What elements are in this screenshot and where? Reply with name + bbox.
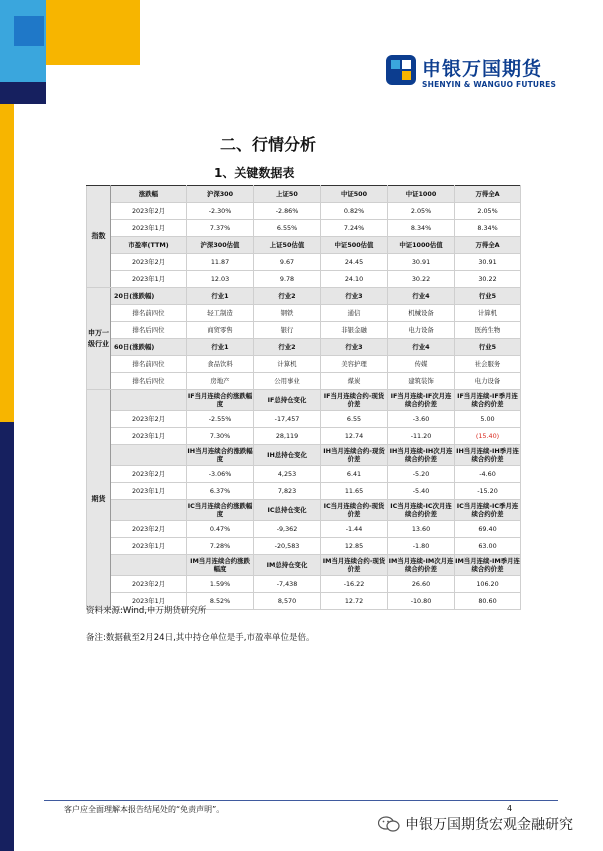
value-cell: 9.78 xyxy=(254,271,321,288)
footer-rule xyxy=(44,800,558,801)
header-row xyxy=(87,500,521,521)
wechat-icon xyxy=(378,816,400,832)
value-cell: IF总持仓变化 xyxy=(254,390,321,411)
table-row xyxy=(87,254,521,271)
value-cell: 8,570 xyxy=(254,593,321,610)
table-row xyxy=(87,356,521,373)
table-row xyxy=(87,373,521,390)
decor-navy-strip xyxy=(0,422,14,851)
value-cell: 13.60 xyxy=(388,521,455,538)
value-cell: 中证1000估值 xyxy=(388,237,455,254)
table-row xyxy=(87,521,521,538)
value-cell: 行业5 xyxy=(455,339,521,356)
row-label-cell: 2023年2月 xyxy=(111,466,187,483)
value-cell: IM当月连续合约-现货价差 xyxy=(321,555,388,576)
row-label-cell: 2023年2月 xyxy=(111,254,187,271)
row-label-cell: 2023年1月 xyxy=(111,483,187,500)
table-row xyxy=(87,576,521,593)
value-cell: -9,362 xyxy=(254,521,321,538)
logo-mark-icon xyxy=(386,55,416,85)
decor-navy-top xyxy=(0,82,46,104)
value-cell: IF当月连续合约-现货价差 xyxy=(321,390,388,411)
value-cell: 社会服务 xyxy=(455,356,521,373)
value-cell: 行业3 xyxy=(321,288,388,305)
row-label-cell: 2023年2月 xyxy=(111,411,187,428)
value-cell: 煤炭 xyxy=(321,373,388,390)
value-cell: 上证50 xyxy=(254,186,321,203)
value-cell: 建筑装饰 xyxy=(388,373,455,390)
section-label: 指数 xyxy=(87,186,111,288)
value-cell: 9.67 xyxy=(254,254,321,271)
header-row xyxy=(87,237,521,254)
value-cell: 7.37% xyxy=(187,220,254,237)
value-cell: 8.34% xyxy=(455,220,521,237)
value-cell: 银行 xyxy=(254,322,321,339)
value-cell: -7,438 xyxy=(254,576,321,593)
value-cell: 行业2 xyxy=(254,288,321,305)
value-cell: 非银金融 xyxy=(321,322,388,339)
value-cell: -10.80 xyxy=(388,593,455,610)
value-cell: 7.24% xyxy=(321,220,388,237)
value-cell: -11.20 xyxy=(388,428,455,445)
value-cell: 电力设备 xyxy=(455,373,521,390)
table-row xyxy=(87,428,521,445)
table-heading: 1、关键数据表 xyxy=(214,166,295,180)
row-label-cell: 2023年1月 xyxy=(111,538,187,555)
value-cell: (15.40) xyxy=(455,428,521,445)
header-row xyxy=(87,288,521,305)
value-cell: 6.37% xyxy=(187,483,254,500)
value-cell: IH当月连续合约涨跌幅度 xyxy=(187,445,254,466)
value-cell: -20,583 xyxy=(254,538,321,555)
value-cell: 机械设备 xyxy=(388,305,455,322)
row-label-cell xyxy=(111,500,187,521)
key-data-table xyxy=(86,185,521,610)
value-cell: 6.55 xyxy=(321,411,388,428)
value-cell: 中证500估值 xyxy=(321,237,388,254)
value-cell: IC当月连续合约-现货价差 xyxy=(321,500,388,521)
value-cell: IC当月连续-IC季月连续合约价差 xyxy=(455,500,521,521)
value-cell: 行业3 xyxy=(321,339,388,356)
value-cell: IM当月连续合约涨跌幅度 xyxy=(187,555,254,576)
table-row xyxy=(87,466,521,483)
row-label-cell: 2023年2月 xyxy=(111,203,187,220)
value-cell: -3.06% xyxy=(187,466,254,483)
value-cell: 26.60 xyxy=(388,576,455,593)
brand-logo xyxy=(386,52,566,92)
value-cell: 上证50估值 xyxy=(254,237,321,254)
value-cell: 万得全A xyxy=(455,237,521,254)
value-cell: IF当月连续-IF次月连续合约价差 xyxy=(388,390,455,411)
value-cell: 行业1 xyxy=(187,339,254,356)
table-row xyxy=(87,322,521,339)
value-cell: -2.86% xyxy=(254,203,321,220)
value-cell: 万得全A xyxy=(455,186,521,203)
row-label-cell: 60日(涨跌幅) xyxy=(111,339,187,356)
value-cell: 行业4 xyxy=(388,288,455,305)
row-label-cell: 2023年1月 xyxy=(111,220,187,237)
value-cell: 80.60 xyxy=(455,593,521,610)
table-row xyxy=(87,538,521,555)
value-cell: -5.40 xyxy=(388,483,455,500)
value-cell: IH当月连续合约-现货价差 xyxy=(321,445,388,466)
value-cell: 63.00 xyxy=(455,538,521,555)
value-cell: IF当月连续合约涨跌幅度 xyxy=(187,390,254,411)
value-cell: 5.00 xyxy=(455,411,521,428)
value-cell: IH当月连续-IH次月连续合约价差 xyxy=(388,445,455,466)
value-cell: -1.44 xyxy=(321,521,388,538)
value-cell: 中证1000 xyxy=(388,186,455,203)
value-cell: 食品饮料 xyxy=(187,356,254,373)
value-cell: 医药生物 xyxy=(455,322,521,339)
value-cell: 行业5 xyxy=(455,288,521,305)
decor-blue-square xyxy=(14,16,44,46)
row-label-cell: 2023年1月 xyxy=(111,428,187,445)
value-cell: 轻工制造 xyxy=(187,305,254,322)
value-cell: 钢铁 xyxy=(254,305,321,322)
value-cell: 2.05% xyxy=(455,203,521,220)
table-row xyxy=(87,411,521,428)
value-cell: -2.30% xyxy=(187,203,254,220)
value-cell: IC当月连续-IC次月连续合约价差 xyxy=(388,500,455,521)
row-label-cell xyxy=(111,445,187,466)
value-cell: 8.34% xyxy=(388,220,455,237)
row-label-cell: 2023年1月 xyxy=(111,593,187,610)
value-cell: -15.20 xyxy=(455,483,521,500)
brand-name-en: SHENYIN & WANGUO FUTURES xyxy=(422,80,557,89)
value-cell: 24.10 xyxy=(321,271,388,288)
value-cell: 30.91 xyxy=(388,254,455,271)
value-cell: 传媒 xyxy=(388,356,455,373)
value-cell: 美容护理 xyxy=(321,356,388,373)
row-label-cell: 排名前四位 xyxy=(111,356,187,373)
value-cell: 房地产 xyxy=(187,373,254,390)
source-note: 资料来源:Wind,申万期货研究所 xyxy=(86,606,207,616)
value-cell: -2.55% xyxy=(187,411,254,428)
value-cell: 6.41 xyxy=(321,466,388,483)
value-cell: 12.03 xyxy=(187,271,254,288)
header-row xyxy=(87,390,521,411)
value-cell: IM当月连续-IM次月连续合约价差 xyxy=(388,555,455,576)
value-cell: 11.65 xyxy=(321,483,388,500)
value-cell: IH当月连续-IH季月连续合约价差 xyxy=(455,445,521,466)
brand-name-cn: 申银万国期货 xyxy=(422,58,543,80)
header-row xyxy=(87,555,521,576)
header-row xyxy=(87,339,521,356)
value-cell: IM当月连续-IM季月连续合约价差 xyxy=(455,555,521,576)
section-heading: 二、行情分析 xyxy=(220,135,317,154)
value-cell: 计算机 xyxy=(455,305,521,322)
table-row xyxy=(87,271,521,288)
value-cell: IC当月连续合约涨跌幅度 xyxy=(187,500,254,521)
value-cell: 7.28% xyxy=(187,538,254,555)
value-cell: 28,119 xyxy=(254,428,321,445)
table-row xyxy=(87,305,521,322)
value-cell: 8.52% xyxy=(187,593,254,610)
value-cell: -5.20 xyxy=(388,466,455,483)
header-row xyxy=(87,186,521,203)
remark-note: 备注:数据截至2月24日,其中持仓单位是手,市盈率单位是倍。 xyxy=(86,633,315,643)
value-cell: 4,253 xyxy=(254,466,321,483)
value-cell: 69.40 xyxy=(455,521,521,538)
value-cell: -4.60 xyxy=(455,466,521,483)
header-row xyxy=(87,445,521,466)
value-cell: 电力设备 xyxy=(388,322,455,339)
value-cell: 24.45 xyxy=(321,254,388,271)
value-cell: 30.22 xyxy=(388,271,455,288)
value-cell: 公用事业 xyxy=(254,373,321,390)
row-label-cell: 市盈率(TTM) xyxy=(111,237,187,254)
row-label-cell: 排名后四位 xyxy=(111,373,187,390)
value-cell: 7,823 xyxy=(254,483,321,500)
value-cell: 行业4 xyxy=(388,339,455,356)
value-cell: -17,457 xyxy=(254,411,321,428)
value-cell: 12.85 xyxy=(321,538,388,555)
table-row xyxy=(87,483,521,500)
row-label-cell xyxy=(111,390,187,411)
decor-yellow-strip xyxy=(0,104,14,422)
value-cell: 6.55% xyxy=(254,220,321,237)
value-cell: 0.47% xyxy=(187,521,254,538)
watermark-account: 申银万国期货宏观金融研究 xyxy=(405,817,573,833)
value-cell: 计算机 xyxy=(254,356,321,373)
table-row xyxy=(87,203,521,220)
row-label-cell: 2023年1月 xyxy=(111,271,187,288)
value-cell: 12.72 xyxy=(321,593,388,610)
value-cell: 11.87 xyxy=(187,254,254,271)
row-label-cell: 排名前四位 xyxy=(111,305,187,322)
value-cell: 106.20 xyxy=(455,576,521,593)
value-cell: 2.05% xyxy=(388,203,455,220)
value-cell: 0.82% xyxy=(321,203,388,220)
row-label-cell: 排名后四位 xyxy=(111,322,187,339)
page-number: 4 xyxy=(507,804,513,813)
value-cell: 沪深300 xyxy=(187,186,254,203)
footer-disclaimer: 客户应全面理解本报告结尾处的“免责声明”。 xyxy=(64,805,225,814)
table-row xyxy=(87,220,521,237)
value-cell: -16.22 xyxy=(321,576,388,593)
value-cell: IH总持仓变化 xyxy=(254,445,321,466)
value-cell: 商贸零售 xyxy=(187,322,254,339)
row-label-cell: 涨跌幅 xyxy=(111,186,187,203)
row-label-cell: 20日(涨跌幅) xyxy=(111,288,187,305)
value-cell: 行业1 xyxy=(187,288,254,305)
value-cell: 30.91 xyxy=(455,254,521,271)
row-label-cell: 2023年2月 xyxy=(111,576,187,593)
value-cell: -3.60 xyxy=(388,411,455,428)
value-cell: 中证500 xyxy=(321,186,388,203)
value-cell: 1.59% xyxy=(187,576,254,593)
section-label: 申万一级行业 xyxy=(87,288,111,390)
value-cell: IM总持仓变化 xyxy=(254,555,321,576)
value-cell: 通信 xyxy=(321,305,388,322)
value-cell: IC总持仓变化 xyxy=(254,500,321,521)
value-cell: 行业2 xyxy=(254,339,321,356)
row-label-cell: 2023年2月 xyxy=(111,521,187,538)
value-cell: 30.22 xyxy=(455,271,521,288)
value-cell: IF当月连续-IF季月连续合约价差 xyxy=(455,390,521,411)
row-label-cell xyxy=(111,555,187,576)
value-cell: 沪深300估值 xyxy=(187,237,254,254)
section-label: 期货 xyxy=(87,390,111,610)
value-cell: -1.80 xyxy=(388,538,455,555)
value-cell: 7.30% xyxy=(187,428,254,445)
value-cell: 12.74 xyxy=(321,428,388,445)
